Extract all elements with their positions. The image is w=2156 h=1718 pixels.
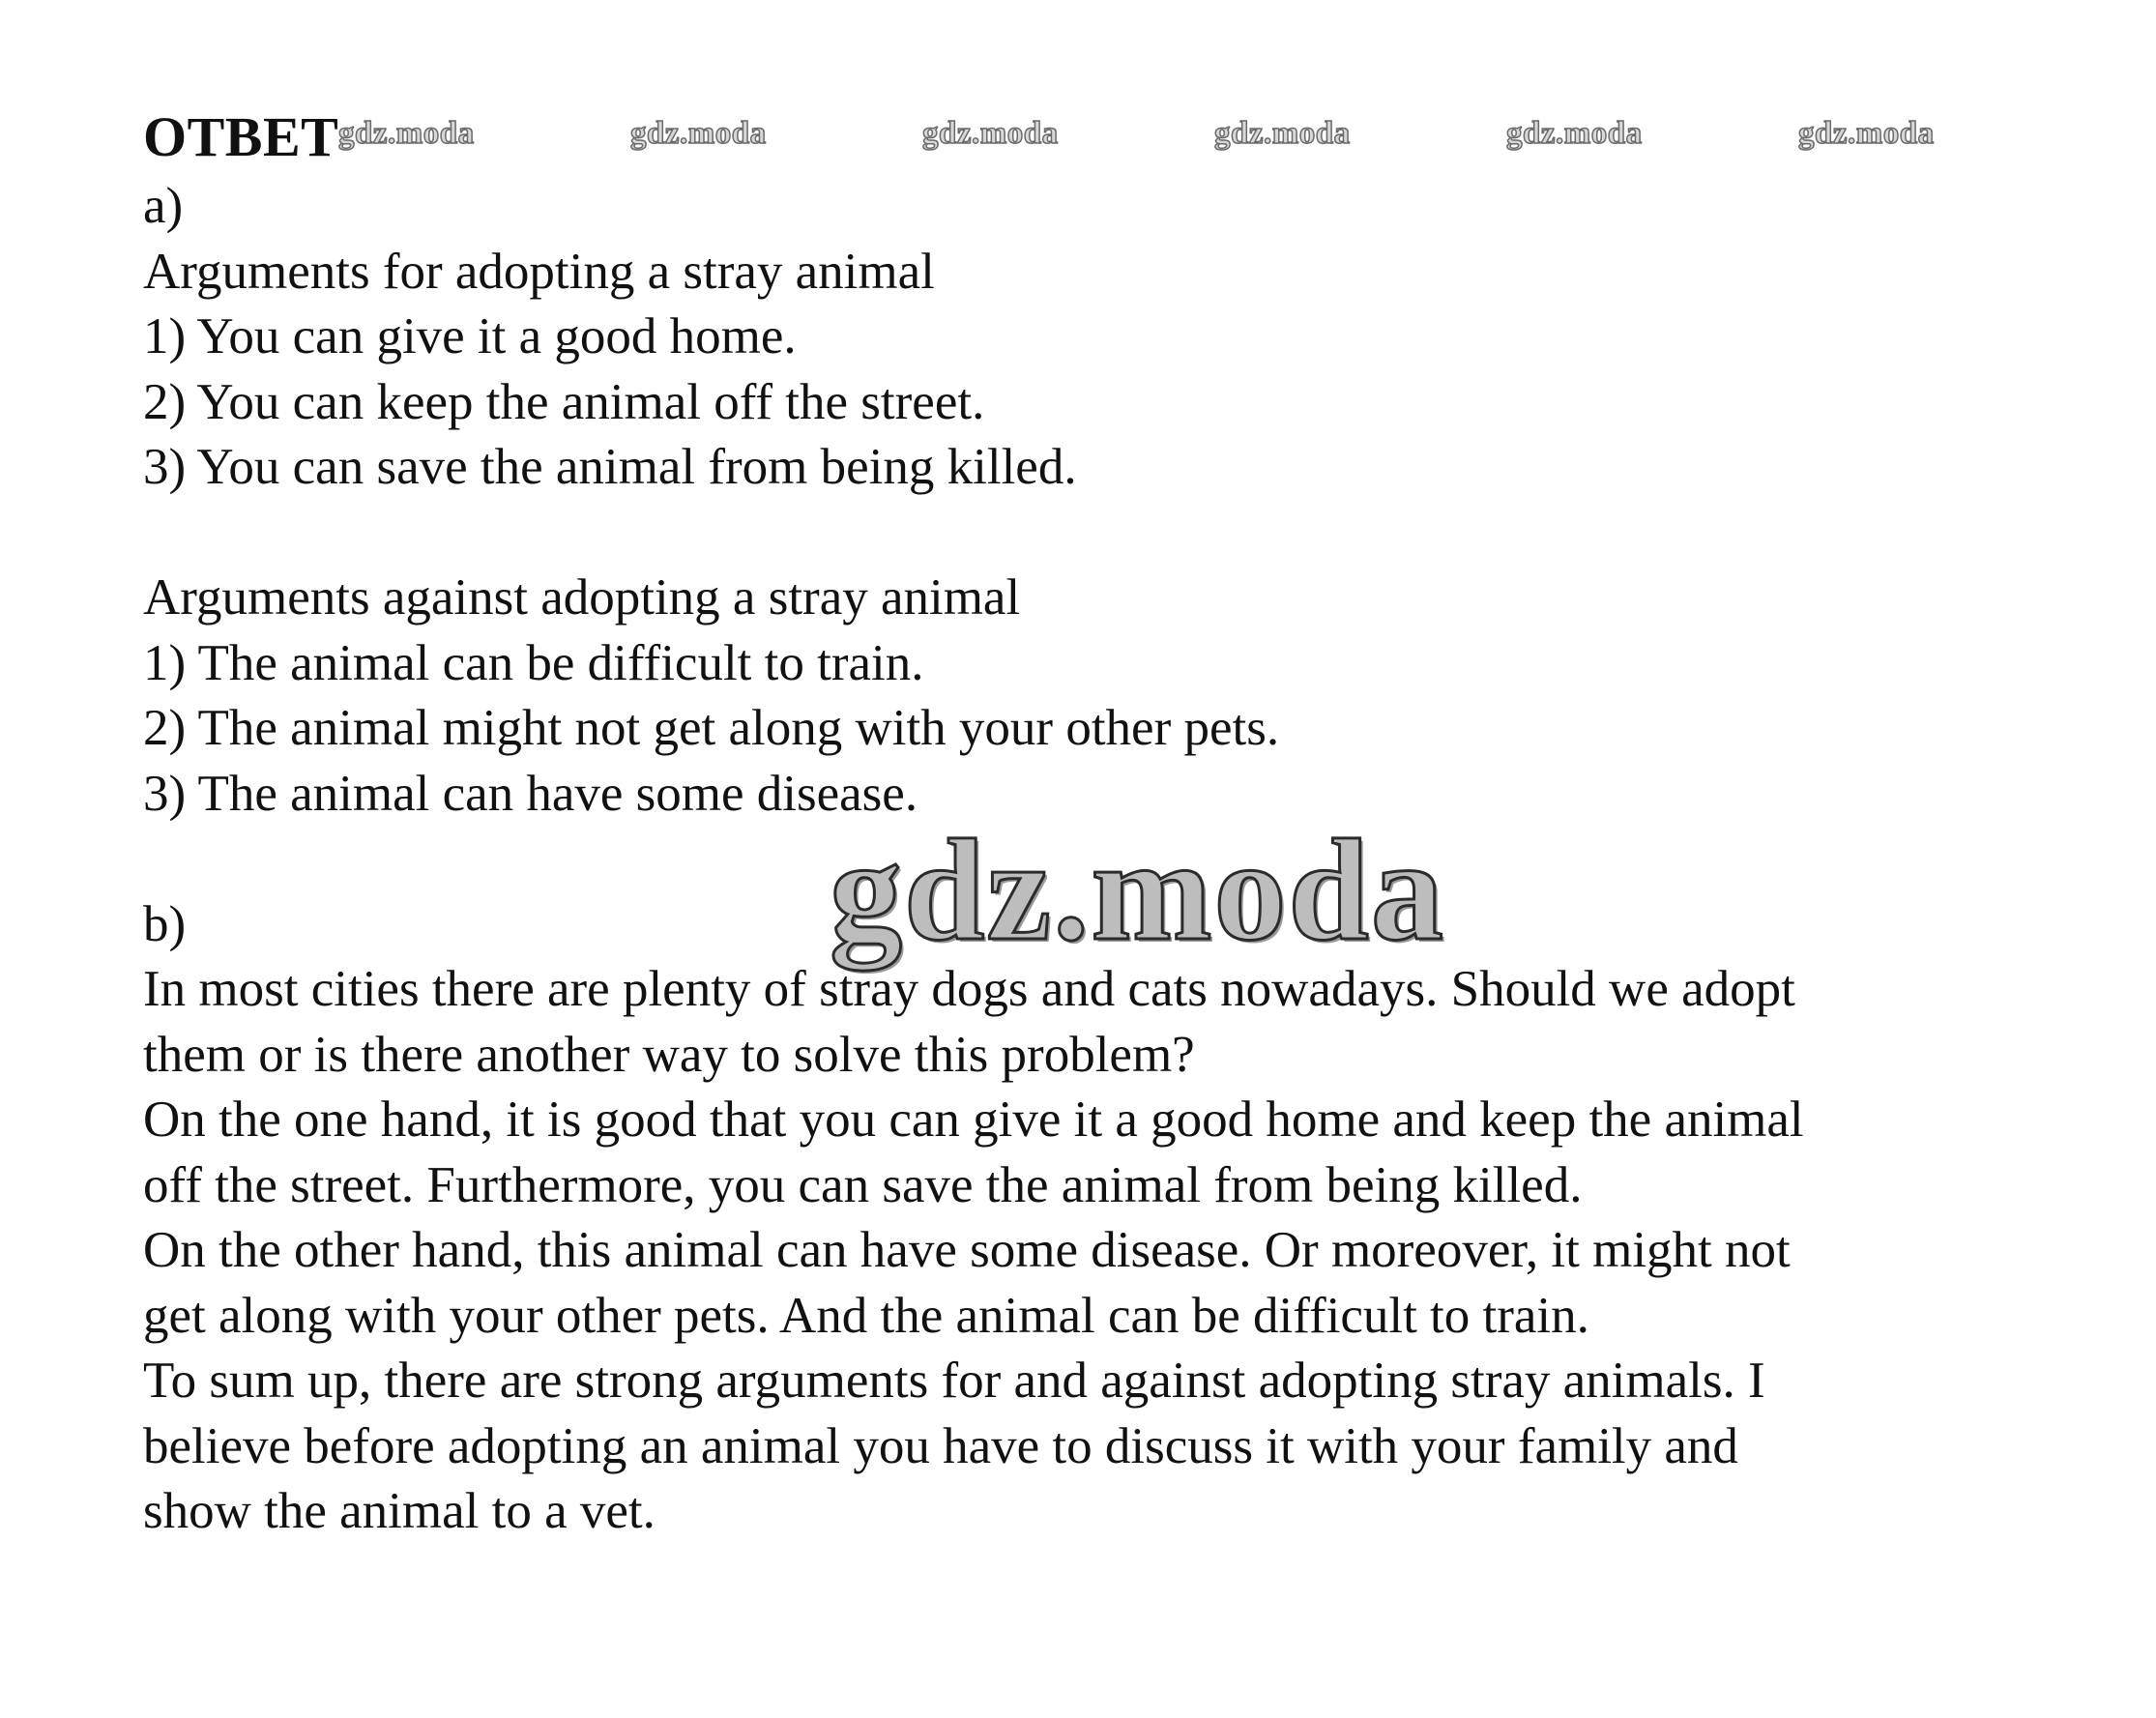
arguments-against-item-1: 1) The animal can be difficult to train. — [143, 635, 924, 691]
essay-line: show the animal to a vet. — [143, 1483, 656, 1539]
essay-line: get along with your other pets. And the animal can be difficult to train. — [143, 1287, 1589, 1344]
arguments-for-item-2: 2) You can keep the animal off the street. — [143, 374, 985, 430]
essay-line: To sum up, there are strong arguments for and against adopting stray animals. I — [143, 1353, 1765, 1409]
essay-line: them or is there another way to solve this problem? — [143, 1026, 1195, 1083]
watermark-small-1: gdz.moda — [338, 116, 475, 151]
watermark-small-5: gdz.moda — [1506, 116, 1643, 151]
arguments-against-item-2: 2) The animal might not get along with your other pets. — [143, 700, 1280, 756]
arguments-against-item-3: 3) The animal can have some disease. — [143, 766, 918, 822]
essay-line: believe before adopting an animal you have to discuss it with your family and — [143, 1417, 1738, 1474]
part-a-label: a) — [143, 178, 184, 234]
watermark-small-3: gdz.moda — [922, 116, 1059, 151]
watermark-large: gdz.moda — [830, 810, 1445, 971]
arguments-against-title: Arguments against adopting a stray animal — [143, 569, 1021, 626]
essay-line: On the one hand, it is good that you can give it a good home and keep the animal — [143, 1092, 1804, 1148]
essay-line: off the street. Furthermore, you can save the animal from being killed. — [143, 1156, 1583, 1213]
arguments-for-item-1: 1) You can give it a good home. — [143, 308, 797, 364]
essay-line: On the other hand, this animal can have some disease. Or moreover, it might not — [143, 1222, 1791, 1278]
watermark-small-2: gdz.moda — [630, 116, 767, 151]
essay-line: In most cities there are plenty of stray dogs and cats nowadays. Should we adopt — [143, 961, 1795, 1017]
arguments-for-title: Arguments for adopting a stray animal — [143, 244, 935, 300]
essay-paragraph — [143, 957, 2096, 1545]
answer-heading: ОТВЕТ — [143, 105, 339, 168]
part-b-label: b) — [143, 896, 187, 952]
watermark-small-4: gdz.moda — [1214, 116, 1351, 151]
watermark-small-6: gdz.moda — [1798, 116, 1935, 151]
arguments-for-item-3: 3) You can save the animal from being killed. — [143, 439, 1077, 495]
